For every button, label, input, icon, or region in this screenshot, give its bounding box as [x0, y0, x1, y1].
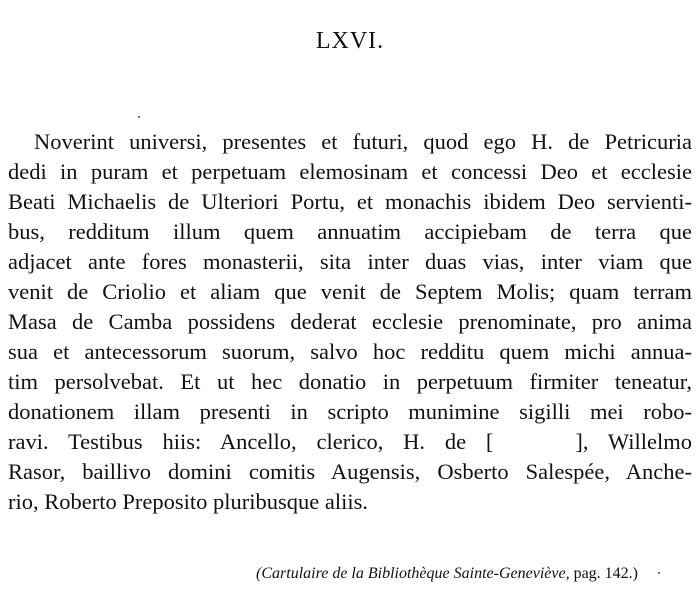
- text-line: rio, Roberto Preposito pluribusque aliis.: [8, 489, 368, 514]
- source-citation: [256, 565, 638, 583]
- text-line: tim persolvebat. Et ut hec donatio in perpetuum firmiter teneatur,: [8, 369, 692, 394]
- print-speck: [138, 116, 140, 118]
- citation-page: pag. 142.): [573, 565, 638, 582]
- text-after-lacuna: ], Willelmo: [575, 429, 692, 454]
- text-line: venit de Criolio et aliam que venit de Septem Molis; quam terram: [8, 279, 692, 304]
- text-line: bus, redditum illum quem annuatim accipiebam de terra que: [8, 219, 692, 244]
- text-line: Noverint universi, presentes et futuri, quod ego H. de Petricuria: [34, 129, 692, 154]
- text-line: sua et antecessorum suorum, salvo hoc redditu quem michi annua-: [8, 339, 692, 364]
- text-line-with-lacuna: [8, 427, 692, 457]
- text-line: Rasor, baillivo domini comitis Augensis, Osberto Salespée, Anche-: [8, 459, 692, 484]
- print-speck: [658, 572, 660, 574]
- text-line: Masa de Camba possidens dederat ecclesie prenominate, pro anima: [8, 309, 692, 334]
- text-before-lacuna: ravi. Testibus hiis: Ancello, clerico, H. de [: [8, 429, 494, 454]
- text-line: Beati Michaelis de Ulteriori Portu, et monachis ibidem Deo servienti-: [8, 189, 692, 214]
- text-line: dedi in puram et perpetuam elemosinam et concessi Deo et ecclesie: [8, 159, 692, 184]
- charter-text: [8, 127, 692, 517]
- text-line: adjacet ante fores monasterii, sita inter duas vias, inter viam que: [8, 249, 692, 274]
- charter-number-heading: LXVI.: [315, 28, 385, 54]
- text-line: donationem illam presenti in scripto munimine sigilli mei robo-: [8, 399, 692, 424]
- citation-source: (Cartulaire de la Bibliothèque Sainte-Geneviève,: [256, 565, 570, 582]
